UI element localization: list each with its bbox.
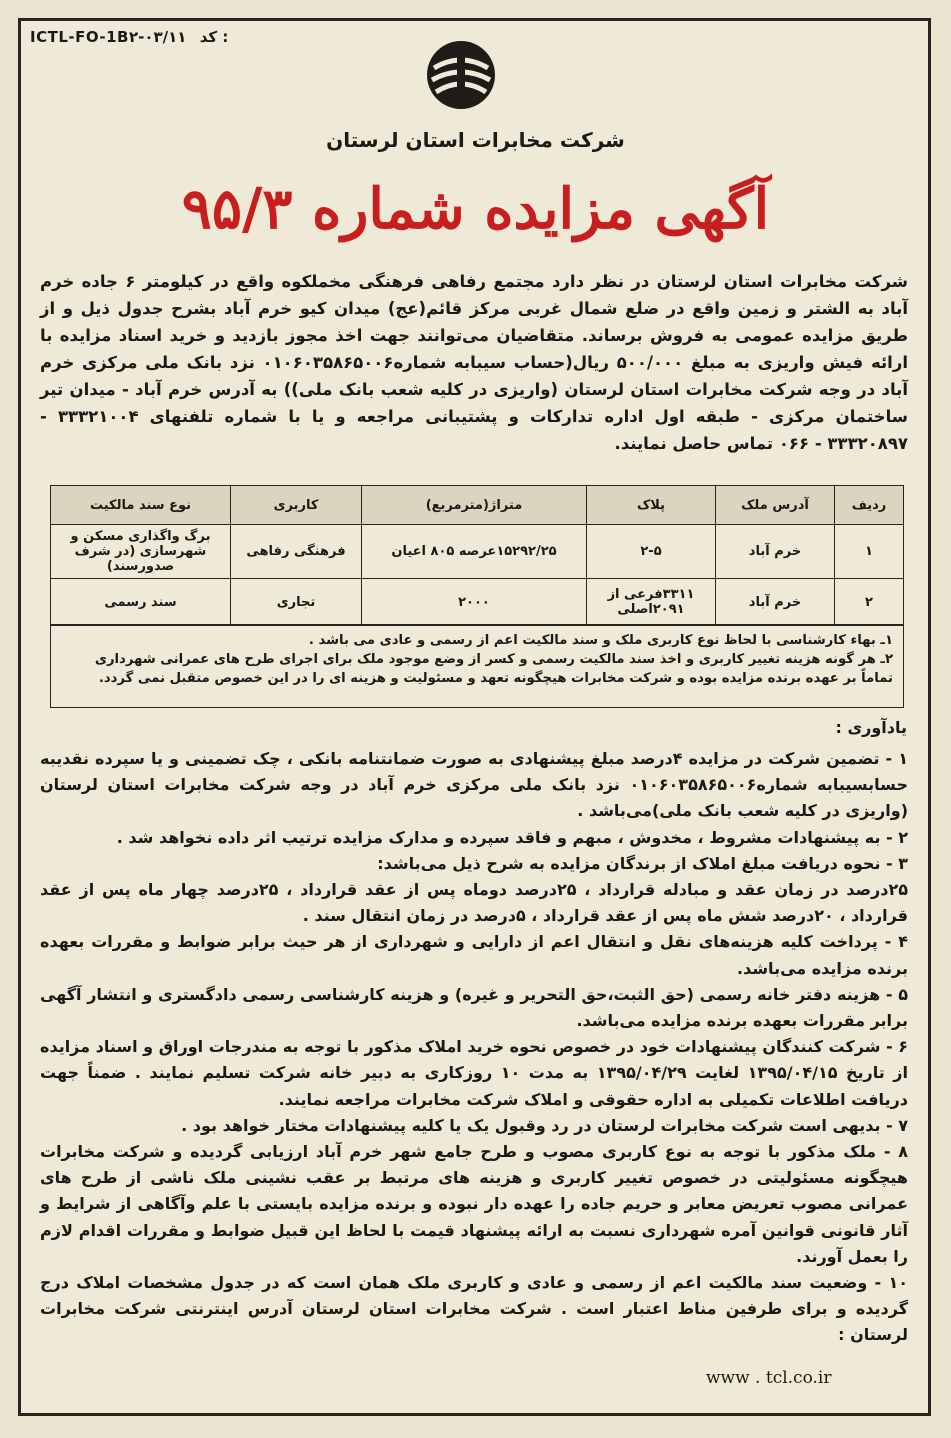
note-item: ۲ـ هر گونه هزینه تغییر کاربری و اخذ سند مالکیت رسمی و کسر از وضع موجود ملک برای اجرای طرح های عمرانی شهرداری تماماً بر عهده برنده مزایده بوده و شرکت مخابرات هیچگونه تعهد و مسئولیت و هزینه ای را در این خصوص متقبل نمی گردد. xyxy=(94,652,893,686)
note-item: ۱ـ بهاء کارشناسی با لحاظ نوع کاربری ملک و سند مالکیت اعم از رسمی و عادی می باشد . xyxy=(308,633,893,648)
notice-headline: آگهی مزایده شماره ۹۵/۳ xyxy=(181,176,770,242)
form-code-value: ICTL-FO-1B۲-۰۳/۱۱ xyxy=(30,28,187,46)
website-link[interactable]: www . tcl.co.ir xyxy=(706,1368,832,1388)
cell-address: خرم آباد xyxy=(716,525,835,579)
company-name: شرکت مخابرات استان لرستان xyxy=(326,128,625,152)
form-code xyxy=(30,28,228,46)
cell-plate: ۲-۵ xyxy=(587,525,716,579)
cell-row-number: ۱ xyxy=(835,525,904,579)
table-row xyxy=(51,525,904,579)
reminder-item: ۸ - ملک مذکور با توجه به نوع کاربری مصوب و طرح جامع شهر خرم آباد ارزیابی گردیده و شرکت مخابرات هیچگونه مسئولیتی در خصوص تغییر کاربری و هزینه های مرتبط بر عقب نشینی ملک ناشی از طرح های عمرانی مصوب تعریض معابر و حریم جاده را عهده دار نبوده و برنده مزایده بایستی با علم وآگاهی از شرایط و آثار قانونی قوانین آمره شهرداری نسبت به ارائه پیشنهاد قیمت با لحاظ این قبیل ضوابط و مقررات اقدام لازم را بعمل آورند. xyxy=(40,1142,908,1266)
reminder-item: ۳ - نحوه دریافت مبلغ املاک از برندگان مزایده به شرح ذیل می‌باشد: xyxy=(377,853,908,873)
reminder-item: ۵ - هزینه دفتر خانه رسمی (حق الثبت،حق التحریر و غیره) و هزینه کارشناسی رسمی دادگستری و انتشار آگهی برابر مقررات بعهده برنده مزایده می‌باشد. xyxy=(40,984,908,1031)
cell-area: ۱۵۲۹۲/۲۵عرصه ۸۰۵ اعیان xyxy=(362,525,587,579)
form-code-label: کد : xyxy=(199,28,229,46)
cell-address: خرم آباد xyxy=(716,579,835,626)
col-area: متراژ(مترمربع) xyxy=(362,486,587,525)
telecom-logo-icon xyxy=(424,38,498,112)
col-deed-type: نوع سند مالکیت xyxy=(51,486,231,525)
col-usage: کاربری xyxy=(231,486,362,525)
cell-deed-type: سند رسمی xyxy=(51,579,231,626)
reminder-item: ۱۰ - وضعیت سند مالکیت اعم از رسمی و عادی و کاربری ملک همان است که در جدول مشخصات املاک درج گردیده و برای طرفین مناط اعتبار است . شرکت مخابرات استان لرستان آدرس اینترنتی شرکت مخابرات لرستان : xyxy=(40,1273,908,1345)
reminder-heading: یادآوری : xyxy=(835,718,907,737)
cell-plate: ۳۳۱۱فرعی از ۲۰۹۱اصلی xyxy=(587,579,716,626)
col-plate: پلاک xyxy=(587,486,716,525)
cell-area: ۲۰۰۰ xyxy=(362,579,587,626)
cell-usage: فرهنگی رفاهی xyxy=(231,525,362,579)
table-header-row xyxy=(51,486,904,525)
cell-deed-type: برگ واگذاری مسکن و شهرسازی (در شرف صدورسند) xyxy=(51,525,231,579)
intro-paragraph: شرکت مخابرات استان لرستان در نظر دارد مجتمع رفاهی فرهنگی مخملکوه واقع در کیلومتر ۶ جاده خرم آباد به الشتر و زمین واقع در ضلع شمال غربی مرکز قائم(عج) میدان کیو خرم آباد بشرح جدول ذیل و از طریق مزایده عمومی به فروش برساند. متقاضیان می‌توانند جهت اخذ مجوز بازدید و خرید اسناد مزایده با ارائه فیش واریزی به مبلغ ۵۰۰/۰۰۰ ریال(حساب سیبابه شماره۰۱۰۶۰۳۵۸۶۵۰۰۶ نزد بانک ملی مرکزی خرم آباد در وجه شرکت مخابرات استان لرستان (واریزی در کلیه شعب بانک ملی)) به آدرس خرم آباد - میدان تیر ساختمان مرکزی - طبقه اول اداره تدارکات و پشتیبانی مراجعه و یا با شماره تلفنهای ۳۳۳۲۱۰۰۴ - ۳۳۳۲۰۸۹۷ - ۰۶۶ تماس حاصل نمایند. xyxy=(40,272,908,453)
reminder-item: ۲ - به پیشنهادات مشروط ، مخدوش ، مبهم و فاقد سپرده و مدارک مزایده ترتیب اثر داده نخواهد شد . xyxy=(116,827,908,847)
reminder-item: ۴ - پرداخت کلیه هزینه‌های نقل و انتقال اعم از دارایی و شهرداری از هر حیث برابر ضوابط و مقررات بعهده برنده مزایده می‌باشد. xyxy=(40,932,908,978)
cell-usage: تجاری xyxy=(231,579,362,626)
reminder-list xyxy=(40,746,908,1349)
col-row-number: ردیف xyxy=(835,486,904,525)
table-notes xyxy=(50,624,904,708)
reminder-item: ۷ - بدیهی است شرکت مخابرات لرستان در رد وقبول یک یا کلیه پیشنهادات مختار خواهد بود . xyxy=(181,1115,908,1135)
col-address: آدرس ملک xyxy=(716,486,835,525)
reminder-item: ۱ - تضمین شرکت در مزایده ۴درصد مبلغ پیشنهادی به صورت ضمانتنامه بانکی ، چک تضمینی و یا سپرده نقدیبه حسابسیبابه شماره۰۱۰۶۰۳۵۸۶۵۰۰۶ نزد بانک ملی مرکزی خرم آباد در وجه شرکت مخابرات استان لرستان (واریزی در کلیه شعب بانک ملی)می‌باشد . xyxy=(40,749,908,821)
reminder-item: ۲۵درصد در زمان عقد و مبادله قرارداد ، ۲۵درصد دوماه پس از عقد قرارداد ، ۲۵درصد چهار ماه پس از عقد قرارداد ، ۲۰درصد شش ماه پس از عقد قرارداد ، ۵درصد در زمان انتقال سند . xyxy=(40,880,908,926)
cell-row-number: ۲ xyxy=(835,579,904,626)
table-row xyxy=(51,579,904,626)
reminder-item: ۶ - شرکت کنندگان پیشنهادات خود در خصوص نحوه خرید املاک مذکور با توجه به مندرجات اوراق و اسناد مزایده از تاریخ ۱۳۹۵/۰۴/۱۵ لغایت ۱۳۹۵/۰۴/۲۹ به مدت ۱۰ روزکاری به دبیر خانه شرکت تسلیم نمایند . ضمناً جهت دریافت اطلاعات تکمیلی به اداره حقوقی و املاک شرکت مخابرات مراجعه نمایند. xyxy=(40,1037,908,1109)
property-table xyxy=(50,485,904,626)
